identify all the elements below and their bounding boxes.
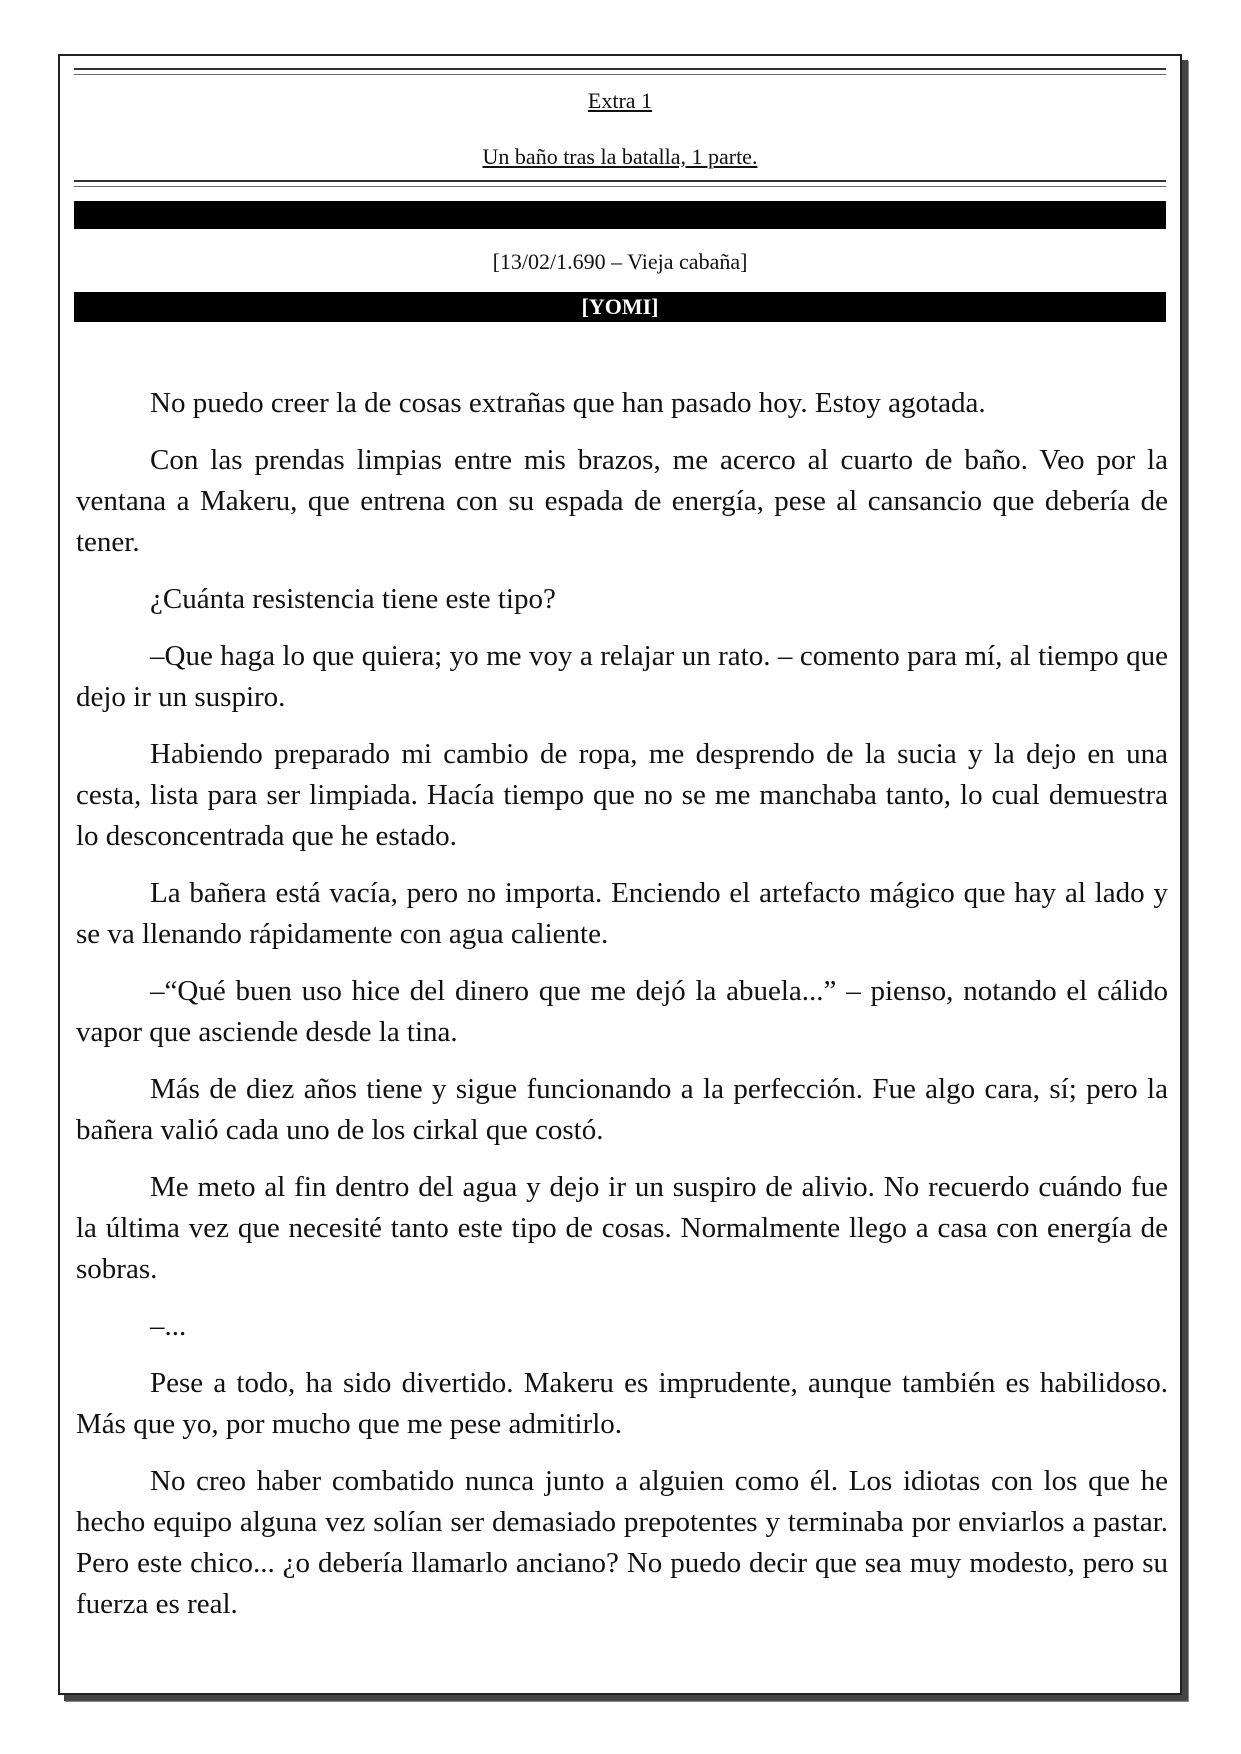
paragraph: Más de diez años tiene y sigue funcionando a la perfección. Fue algo cara, sí; pero la bañera valió cada uno de los cirkal que costó. xyxy=(76,1073,1168,1146)
chapter-subtitle: Un baño tras la batalla, 1 parte. xyxy=(482,144,758,169)
paragraph: ¿Cuánta resistencia tiene este tipo? xyxy=(150,583,556,615)
header-bottom-rule xyxy=(74,180,1166,187)
separator-bar xyxy=(74,201,1166,229)
paragraph: Con las prendas limpias entre mis brazos, me acerco al cuarto de baño. Veo por la ventana a Makeru, que entrena con su espada de energía, pese al cansancio que debería de tener. xyxy=(76,444,1168,558)
story-body xyxy=(76,383,1168,1641)
paragraph: –“Qué buen uso hice del dinero que me dejó la abuela...” – pienso, notando el cálido vapor que asciende desde la tina. xyxy=(76,975,1168,1048)
paragraph: –Que haga lo que quiera; yo me voy a relajar un rato. – comento para mí, al tiempo que dejo ir un suspiro. xyxy=(76,640,1168,713)
paragraph: –... xyxy=(150,1310,187,1342)
paragraph: Habiendo preparado mi cambio de ropa, me desprendo de la sucia y la dejo en una cesta, lista para ser limpiada. Hacía tiempo que no se me manchaba tanto, lo cual demuestra lo desconcentrada que he estado. xyxy=(76,738,1168,852)
scene-location: [13/02/1.690 – Vieja cabaña] xyxy=(492,249,748,274)
pov-label: [YOMI] xyxy=(581,294,659,319)
paragraph: Me meto al fin dentro del agua y dejo ir un suspiro de alivio. No recuerdo cuándo fue la última vez que necesité tanto este tipo de cosas. Normalmente llego a casa con energía de sobras. xyxy=(76,1171,1168,1285)
header-top-rule xyxy=(74,68,1166,75)
pov-bar xyxy=(74,292,1166,322)
paragraph: Pese a todo, ha sido divertido. Makeru es imprudente, aunque también es habilidoso. Más que yo, por mucho que me pese admitirlo. xyxy=(76,1367,1168,1440)
chapter-title: Extra 1 xyxy=(587,88,653,113)
paragraph: No puedo creer la de cosas extrañas que han pasado hoy. Estoy agotada. xyxy=(150,387,986,419)
paragraph: No creo haber combatido nunca junto a alguien como él. Los idiotas con los que he hecho equipo alguna vez solían ser demasiado prepotentes y terminaba por enviarlos a pastar. Pero este chico... ¿o debería llamarlo anciano? No puedo decir que sea muy modesto, pero su fuerza es real. xyxy=(76,1465,1168,1620)
page-frame xyxy=(58,54,1182,1695)
paragraph: La bañera está vacía, pero no importa. Enciendo el artefacto mágico que hay al lado y se va llenando rápidamente con agua caliente. xyxy=(76,877,1168,950)
